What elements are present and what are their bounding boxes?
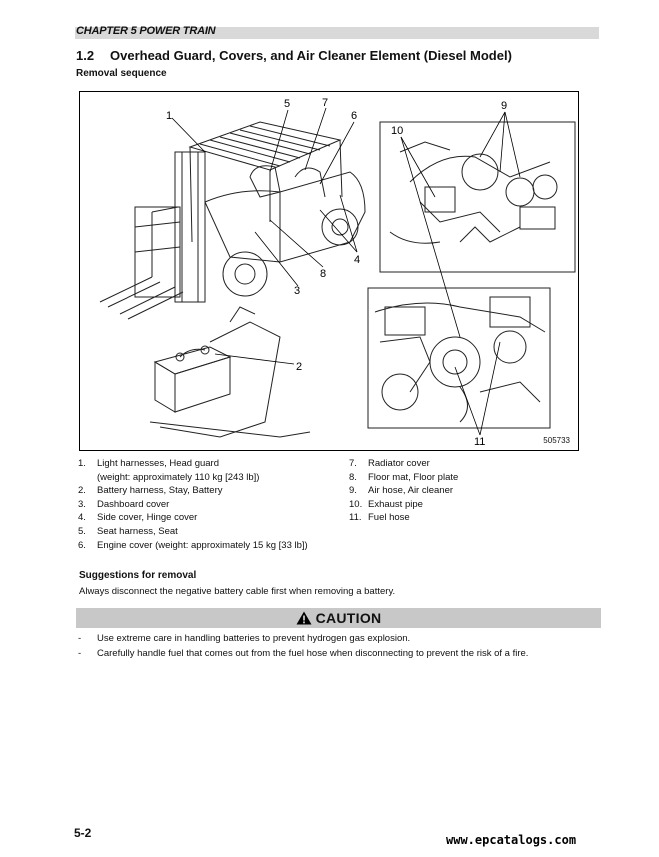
caution-title: CAUTION bbox=[315, 610, 382, 626]
page-number: 5-2 bbox=[74, 826, 92, 840]
legend-item: 8. Floor mat, Floor plate bbox=[349, 471, 459, 483]
legend-item: 10. Exhaust pipe bbox=[349, 498, 423, 510]
callout-11: 11 bbox=[474, 436, 486, 448]
callout-3: 3 bbox=[294, 285, 301, 297]
callout-4: 4 bbox=[354, 254, 361, 266]
forklift-illustration bbox=[100, 122, 365, 319]
air-cleaner-illustration bbox=[380, 122, 575, 272]
chapter-title: CHAPTER 5 POWER TRAIN bbox=[76, 25, 216, 37]
battery-illustration bbox=[150, 307, 310, 437]
callout-9: 9 bbox=[501, 100, 508, 112]
suggestions-heading: Suggestions for removal bbox=[79, 570, 197, 581]
figure-drawing bbox=[80, 92, 578, 450]
engine-illustration bbox=[368, 288, 550, 428]
warning-icon bbox=[296, 611, 312, 625]
callout-7: 7 bbox=[322, 97, 329, 109]
caution-list bbox=[78, 631, 528, 661]
callout-6: 6 bbox=[351, 110, 358, 122]
legend-item: 1. Light harnesses, Head guard (weight: approximately 110 kg [243 lb]) bbox=[78, 458, 260, 483]
legend-left bbox=[78, 457, 348, 552]
legend-item: 4. Side cover, Hinge cover bbox=[78, 512, 198, 524]
caution-item: - Use extreme care in handling batteries to prevent hydrogen gas explosion. bbox=[78, 633, 411, 644]
caution-item: - Carefully handle fuel that comes out from the fuel hose when disconnecting to prevent the risk of a fire. bbox=[78, 648, 529, 659]
section-heading bbox=[76, 48, 512, 63]
legend-item: 3. Dashboard cover bbox=[78, 498, 170, 510]
section-title: Overhead Guard, Covers, and Air Cleaner Element (Diesel Model) bbox=[110, 48, 512, 63]
callout-1: 1 bbox=[166, 110, 173, 122]
legend-item: 11. Fuel hose bbox=[349, 512, 410, 524]
suggestions-text: Always disconnect the negative battery cable first when removing a battery. bbox=[79, 586, 396, 597]
section-number: 1.2 bbox=[76, 48, 95, 63]
caution-banner bbox=[76, 608, 601, 628]
figure-id: 505733 bbox=[543, 436, 570, 445]
legend-item: 5. Seat harness, Seat bbox=[78, 525, 178, 537]
removal-sequence-heading: Removal sequence bbox=[76, 68, 167, 79]
legend-right bbox=[349, 457, 589, 525]
removal-sequence-figure bbox=[79, 91, 579, 451]
callout-10: 10 bbox=[391, 125, 404, 137]
callout-2: 2 bbox=[296, 361, 303, 373]
legend-item: 9. Air hose, Air cleaner bbox=[349, 485, 454, 497]
callout-5: 5 bbox=[284, 98, 291, 110]
legend-item: 2. Battery harness, Stay, Battery bbox=[78, 485, 223, 497]
legend-item: 7. Radiator cover bbox=[349, 458, 430, 469]
legend-item: 6. Engine cover (weight: approximately 15 kg [33 lb]) bbox=[78, 539, 308, 551]
callout-8: 8 bbox=[320, 268, 327, 280]
watermark-text: www.epcatalogs.com bbox=[446, 833, 577, 847]
